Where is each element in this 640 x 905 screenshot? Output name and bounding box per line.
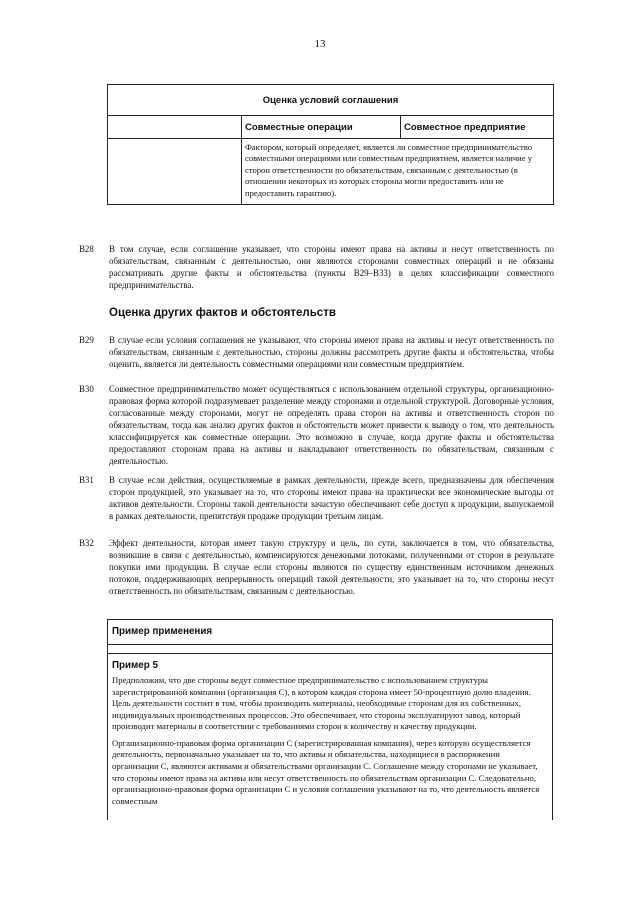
paragraph-text: В случае если действия, осуществляемые в рамках деятельности, прежде всего, предназначены для обеспечения сторон продукцией, это указывает на то, что стороны имеют права на практически все экономические выгоды от активов деятельности. Стороны такой деятельности зачастую обеспечивают себе доступ к продукции, выпускаемой в рамках деятельности, препятствуя продаже продукции третьим лицам. (109, 475, 554, 522)
section-heading: Оценка других фактов и обстоятельств (109, 307, 336, 319)
example-paragraph: Организационно-правовая форма организации С (зарегистрированная компания), через которую осуществляется деятельность, первоначально указывает на то, что активы и обязательства, находящиеся в распоряжении организации С, являются активами и обязательствами организации С. Соглашение между сторонами не указывает, что стороны имеют права на активы или несут ответственность по обязательствам организации С. Следовательно, организационно-правовая форма организации С и условия соглашения указывают на то, что деятельность является совместным (112, 737, 540, 806)
application-example-title: Пример применения (108, 620, 552, 645)
paragraph-b31 (79, 474, 554, 522)
paragraph-text: Эффект деятельности, которая имеет такую структуру и цель, по сути, заключается в том, что обязательства, возникшие в связи с деятельностью, компенсируются денежными потоками, полученными от сторон в результате покупки ими продукции. В случае если стороны являются по существу единственным источником денежных потоков, поддерживающих непрерывность операций такой деятельности, это указывает на то, что стороны несут ответственность по обязательствам, связанным с деятельностью. (109, 538, 554, 597)
paragraph-label: B32 (79, 538, 94, 548)
table-empty-cell (108, 139, 242, 205)
application-example-box (107, 619, 553, 820)
column-header-joint-venture: Совместное предприятие (401, 116, 554, 139)
column-header-joint-operations: Совместные операции (242, 116, 401, 139)
example-title: Пример 5 (108, 653, 552, 673)
paragraph-label: B29 (79, 335, 94, 345)
page-number: 13 (314, 38, 326, 50)
conditions-table (107, 84, 554, 205)
table-description: Фактором, который определяет, является ли совместное предпринимательство совместными операциями или совместным предприятием, является наличие у сторон ответственности по обязательствам, связанным с деятельностью (в отношении некоторых из которых стороны могли предоставить или не предоставить гарантию). (242, 139, 554, 205)
paragraph-b30 (79, 383, 554, 467)
paragraph-text: В том случае, если соглашение указывает, что стороны имеют права на активы и несут ответственность по обязательствам, связанным с деятельностью, они являются сторонами совместных операций и не обязаны рассматривать другие факты и обстоятельства (пункты B29–B33) в целях классификации совместного предпринимательства. (109, 244, 554, 291)
table-empty-cell (108, 116, 242, 139)
paragraph-text: В случае если условия соглашения не указывают, что стороны имеют права на активы и несут ответственность по обязательствам, связанным с деятельностью, стороны должны рассмотреть другие факты и обстоятельства, чтобы оценить, является ли деятельность совместными операциями или совместным предприятием. (109, 335, 554, 370)
paragraph-label: B30 (79, 384, 94, 394)
example-body (108, 673, 552, 807)
example-paragraph: Предположим, что две стороны ведут совместное предпринимательство с использованием структуры зарегистрированной компании (организация С), в котором каждая сторона имеет 50-процентную долю владения. Цель деятельности состоит в том, чтобы производить материалы, необходимые сторонам для их собственных, индивидуальных производственных процессов. Это обеспечивает, что стороны эксплуатируют завод, который производит материалы в соответствии с требованиями сторон к количеству и качеству продукции. (112, 675, 531, 732)
paragraph-b32 (79, 537, 554, 597)
paragraph-b29 (79, 334, 554, 370)
table-title: Оценка условий соглашения (108, 85, 554, 116)
paragraph-label: B31 (79, 475, 94, 485)
paragraph-text: Совместное предпринимательство может осуществляться с использованием отдельной структуры, организационно-правовая форма которой подразумевает разделение между сторонами и отдельной структурой. Договорные условия, согласованные между сторонами, могут не определять права сторон на активы и ответственность сторон по обязательствам, тогда как анализ других фактов и обстоятельств может привести к выводу о том, что деятельность классифицируется как совместные операции. Это возможно в случае, когда другие факты и обстоятельства предоставляют сторонам права на активы и накладывают ответственность по обязательствам, связанным с деятельностью. (109, 384, 554, 467)
paragraph-label: B28 (79, 244, 94, 254)
paragraph-b28 (79, 243, 554, 291)
